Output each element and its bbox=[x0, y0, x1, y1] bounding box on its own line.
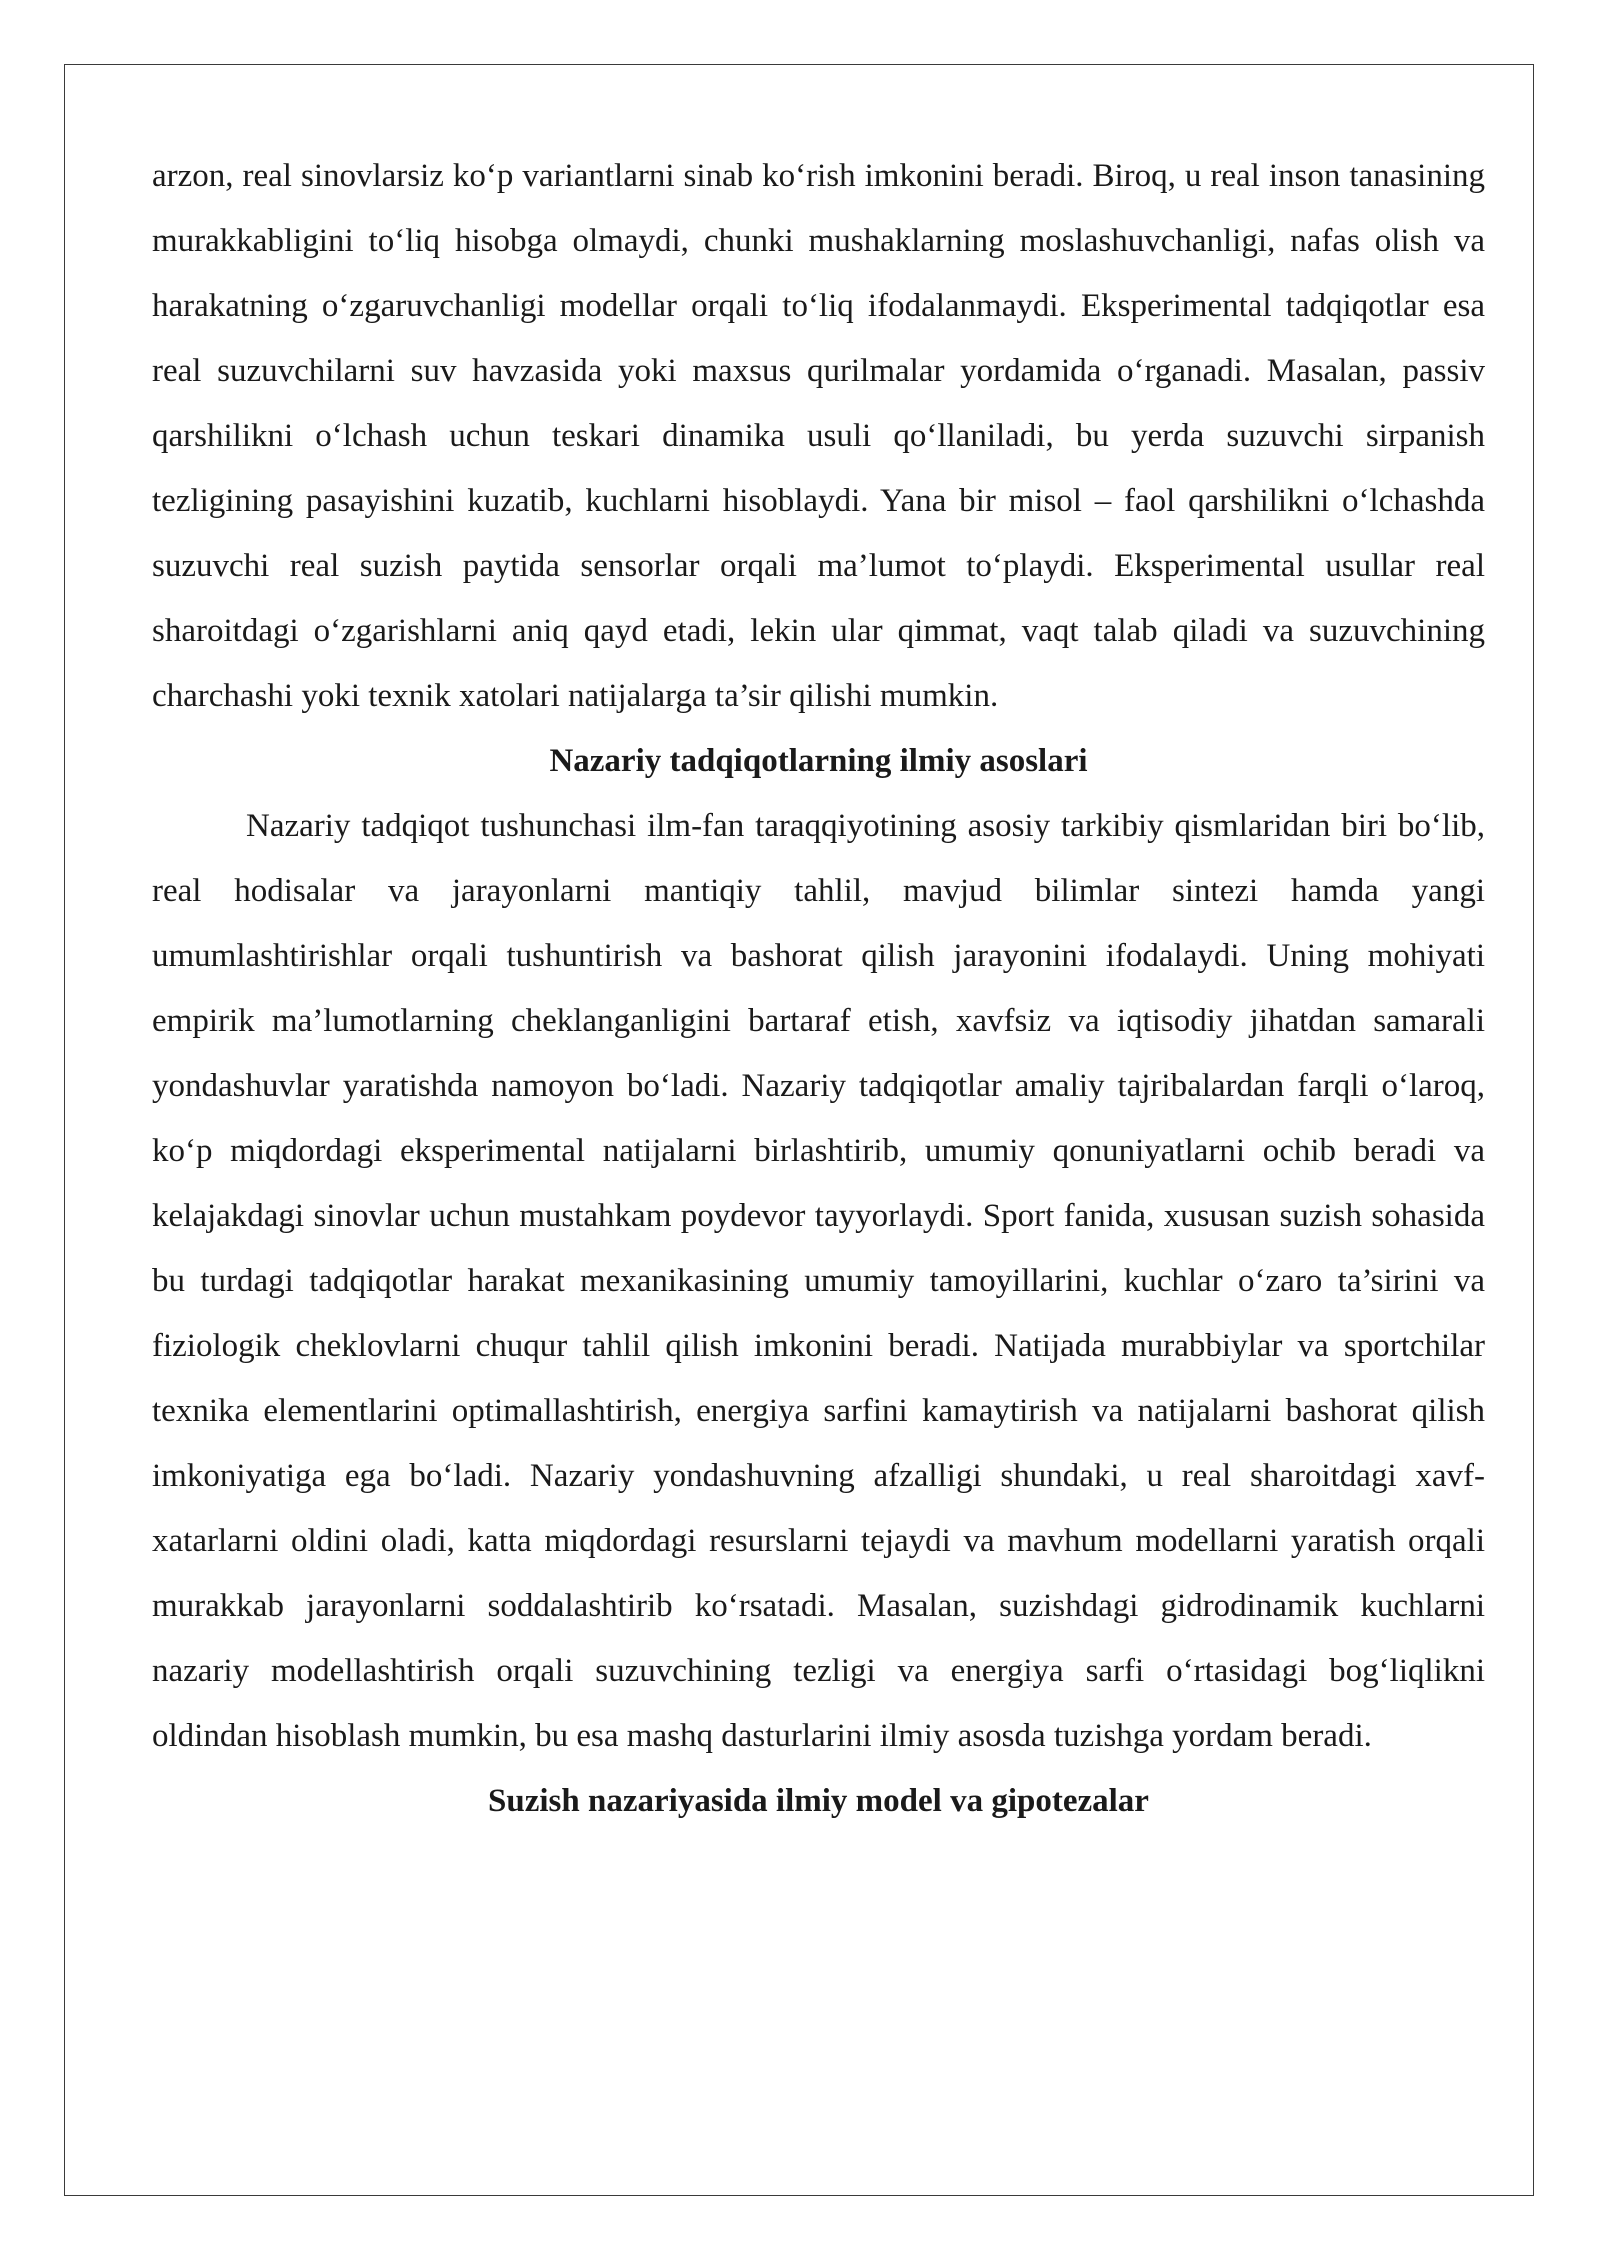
section-heading: Suzish nazariyasida ilmiy model va gipotezalar bbox=[488, 1783, 1149, 1819]
document-body bbox=[152, 144, 1485, 1834]
section-heading: Nazariy tadqiqotlarning ilmiy asoslari bbox=[549, 743, 1088, 779]
body-paragraph: arzon, real sinovlarsiz ko‘p variantlarni sinab ko‘rish imkonini beradi. Biroq, u real inson tanasining murakkabligini to‘liq hisobga olmaydi, chunki mushaklarning moslashuvchanligi, nafas olish va harakatning o‘zgaruvchanligi modellar orqali to‘liq ifodalanmaydi. Eksperimental tadqiqotlar esa real suzuvchilarni suv havzasida yoki maxsus qurilmalar yordamida o‘rganadi. Masalan, passiv qarshilikni o‘lchash uchun teskari dinamika usuli qo‘llaniladi, bu yerda suzuvchi sirpanish tezligining pasayishini kuzatib, kuchlarni hisoblaydi. Yana bir misol – faol qarshilikni o‘lchashda suzuvchi real suzish paytida sensorlar orqali ma’lumot to‘playdi. Eksperimental usullar real sharoitdagi o‘zgarishlarni aniq qayd etadi, lekin ular qimmat, vaqt talab qiladi va suzuvchining charchashi yoki texnik xatolari natijalarga ta’sir qilishi mumkin. bbox=[152, 158, 1485, 714]
body-paragraph: Nazariy tadqiqot tushunchasi ilm-fan taraqqiyotining asosiy tarkibiy qismlaridan biri bo‘lib, real hodisalar va jarayonlarni mantiqiy tahlil, mavjud bilimlar sintezi hamda yangi umumlashtirishlar orqali tushuntirish va bashorat qilish jarayonini ifodalaydi. Uning mohiyati empirik ma’lumotlarning cheklanganligini bartaraf etish, xavfsiz va iqtisodiy jihatdan samarali yondashuvlar yaratishda namoyon bo‘ladi. Nazariy tadqiqotlar amaliy tajribalardan farqli o‘laroq, ko‘p miqdordagi eksperimental natijalarni birlashtirib, umumiy qonuniyatlarni ochib beradi va kelajakdagi sinovlar uchun mustahkam poydevor tayyorlaydi. Sport fanida, xususan suzish sohasida bu turdagi tadqiqotlar harakat mexanikasining umumiy tamoyillarini, kuchlar o‘zaro ta’sirini va fiziologik cheklovlarni chuqur tahlil qilish imkonini beradi. Natijada murabbiylar va sportchilar texnika elementlarini optimallashtirish, energiya sarfini kamaytirish va natijalarni bashorat qilish imkoniyatiga ega bo‘ladi. Nazariy yondashuvning afzalligi shundaki, u real sharoitdagi xavf-xatarlarni oldini oladi, katta miqdordagi resurslarni tejaydi va mavhum modellarni yaratish orqali murakkab jarayonlarni soddalashtirib ko‘rsatadi. Masalan, suzishdagi gidrodinamik kuchlarni nazariy modellashtirish orqali suzuvchining tezligi va energiya sarfi o‘rtasidagi bog‘liqlikni oldindan hisoblash mumkin, bu esa mashq dasturlarini ilmiy asosda tuzishga yordam beradi. bbox=[152, 808, 1485, 1754]
